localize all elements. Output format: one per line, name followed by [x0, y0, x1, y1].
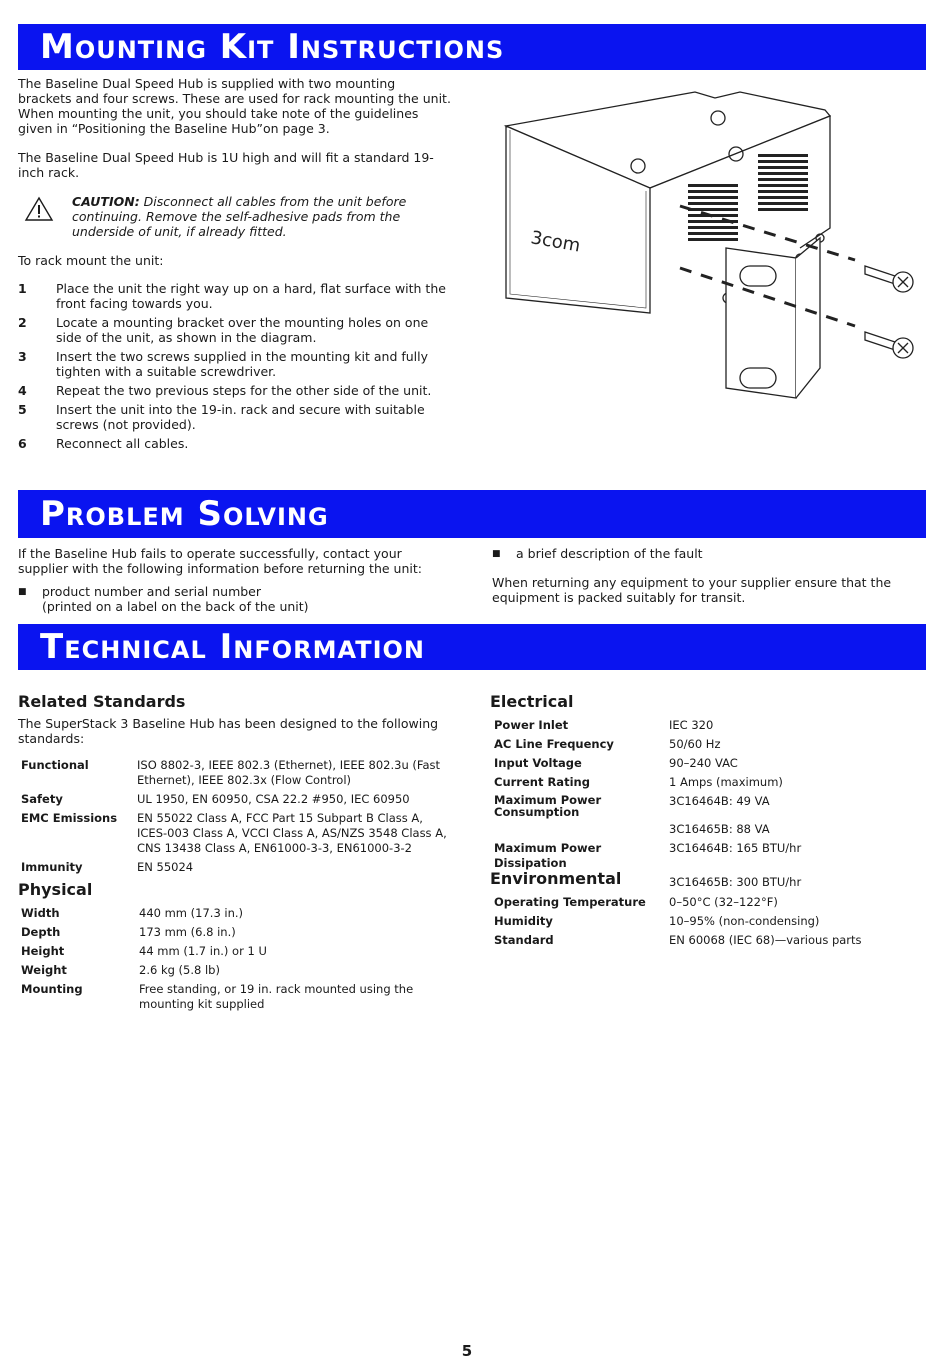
- step-item: [18, 383, 452, 398]
- table-row: [494, 775, 914, 794]
- step-text: Repeat the two previous steps for the other side of the unit.: [56, 383, 432, 398]
- electrical-heading: Electrical: [490, 692, 574, 711]
- table-row: [494, 822, 914, 841]
- table-value: 3C16464B: 165 BTU/hr: [669, 841, 802, 855]
- table-row: [21, 925, 451, 944]
- section-banner-problem: [18, 490, 926, 538]
- environmental-table: [494, 895, 914, 952]
- table-row: [21, 792, 451, 811]
- step-text: Insert the two screws supplied in the mounting kit and fully tighten with a suitable screwdriver.: [56, 349, 429, 379]
- table-value: ISO 8802-3, IEEE 802.3 (Ethernet), IEEE 802.3u (Fast Ethernet), IEEE 802.3x (Flow Control): [137, 758, 440, 787]
- table-key: Maximum Power Consumption: [494, 793, 602, 819]
- table-key: Power Inlet: [494, 718, 569, 732]
- step-text: Locate a mounting bracket over the mounting holes on one side of the unit, as shown in the diagram.: [56, 315, 429, 345]
- table-key: Input Voltage: [494, 756, 582, 770]
- table-key: Safety: [21, 792, 63, 806]
- mounting-lead: To rack mount the unit:: [18, 253, 164, 268]
- step-text: Place the unit the right way up on a hard, flat surface with the front facing towards you.: [56, 281, 446, 311]
- step-number: 2: [18, 315, 27, 330]
- table-row: [494, 794, 914, 822]
- table-key: Standard: [494, 933, 554, 947]
- table-key: Height: [21, 944, 65, 958]
- table-key: Immunity: [21, 860, 83, 874]
- table-row: [21, 811, 451, 860]
- problem-returning: When returning any equipment to your supplier ensure that the equipment is packed suitably for transit.: [492, 575, 892, 605]
- table-row: [494, 895, 914, 914]
- table-row: [494, 718, 914, 737]
- table-row: [494, 756, 914, 775]
- mounting-intro-2: The Baseline Dual Speed Hub is 1U high and will fit a standard 19-inch rack.: [18, 150, 434, 180]
- table-key: EMC Emissions: [21, 811, 118, 825]
- mounting-intro-1: The Baseline Dual Speed Hub is supplied with two mounting brackets and four screws. These are used for rack mounting the unit. When mounting the unit, you should take note of the guidelines given in “Positioning the Baseline Hub”on page 3.: [18, 76, 451, 136]
- caution-note: [72, 194, 456, 239]
- table-value: 0–50°C (32–122°F): [669, 895, 778, 909]
- step-item: [18, 281, 452, 311]
- step-item: [18, 402, 452, 432]
- mounting-steps: [18, 281, 452, 455]
- physical-table: [21, 906, 451, 1016]
- table-key: Depth: [21, 925, 61, 939]
- table-value: 10–95% (non-condensing): [669, 914, 820, 928]
- table-value: 1 Amps (maximum): [669, 775, 783, 789]
- bullet-text: product number and serial number: [42, 584, 262, 599]
- table-key: Mounting: [21, 982, 83, 996]
- table-value: 3C16465B: 88 VA: [669, 822, 770, 836]
- step-text: Reconnect all cables.: [56, 436, 189, 451]
- table-value: 3C16464B: 49 VA: [669, 794, 770, 808]
- table-value: 90–240 VAC: [669, 756, 738, 770]
- caution-icon: [24, 196, 54, 222]
- table-key: Functional: [21, 758, 89, 772]
- table-value: 2.6 kg (5.8 lb): [139, 963, 220, 977]
- table-value: EN 55024: [137, 860, 194, 874]
- environmental-heading: Environmental: [490, 869, 622, 888]
- table-key: Current Rating: [494, 775, 590, 789]
- related-standards-heading: Related Standards: [18, 692, 186, 711]
- table-key: [494, 822, 669, 841]
- bullet-text: a brief description of the fault: [516, 546, 703, 561]
- section-title-technical: Technical Information: [40, 627, 426, 667]
- table-key: Weight: [21, 963, 67, 977]
- table-key: Operating Temperature: [494, 895, 646, 909]
- table-row: [21, 944, 451, 963]
- caution-text: Disconnect all cables from the unit before continuing. Remove the self-adhesive pads from the underside of unit, if already fitted.: [72, 194, 407, 239]
- bullet-icon: ■: [492, 549, 501, 559]
- 3com-logo: 3com: [529, 227, 582, 257]
- list-item: [18, 584, 452, 614]
- bullet-text: (printed on a label on the back of the unit): [42, 599, 309, 614]
- table-key: Maximum Power Dissipation: [494, 841, 602, 870]
- step-number: 1: [18, 281, 27, 296]
- table-value: 50/60 Hz: [669, 737, 721, 751]
- caution-label: CAUTION:: [72, 194, 140, 209]
- step-number: 5: [18, 402, 27, 417]
- table-row: [21, 982, 451, 1016]
- step-number: 6: [18, 436, 27, 451]
- related-standards-intro: The SuperStack 3 Baseline Hub has been designed to the following standards:: [18, 716, 439, 746]
- list-item: [492, 546, 912, 562]
- table-key: AC Line Frequency: [494, 737, 614, 751]
- related-standards-table: [21, 758, 451, 879]
- table-row: [494, 933, 914, 952]
- bullet-icon: ■: [18, 587, 27, 597]
- section-title-mounting: Mounting Kit Instructions: [40, 27, 505, 67]
- table-key: Humidity: [494, 914, 553, 928]
- table-row: [21, 906, 451, 925]
- table-value: 173 mm (6.8 in.): [139, 925, 236, 939]
- table-row: [21, 860, 451, 879]
- page-number: 5: [461, 1342, 473, 1360]
- table-value: 440 mm (17.3 in.): [139, 906, 244, 920]
- table-row: [494, 914, 914, 933]
- electrical-table: [494, 718, 914, 894]
- physical-heading: Physical: [18, 880, 93, 899]
- table-row: [21, 963, 451, 982]
- table-value: Free standing, or 19 in. rack mounted using the mounting kit supplied: [139, 982, 414, 1011]
- problem-intro: If the Baseline Hub fails to operate successfully, contact your supplier with the following information before returning the unit:: [18, 546, 422, 576]
- step-number: 3: [18, 349, 27, 364]
- step-item: [18, 315, 452, 345]
- table-row: [21, 758, 451, 792]
- table-value: EN 55022 Class A, FCC Part 15 Subpart B Class A, ICES-003 Class A, VCCI Class A, AS/NZS 3548 Class A, CNS 13438 Class A, EN61000-3-3, EN61000-3-2: [137, 811, 447, 855]
- step-item: [18, 349, 452, 379]
- table-value: UL 1950, EN 60950, CSA 22.2 #950, IEC 60950: [137, 792, 410, 806]
- table-key: Width: [21, 906, 60, 920]
- section-title-problem: Problem Solving: [40, 494, 329, 534]
- step-number: 4: [18, 383, 27, 398]
- table-value: 3C16465B: 300 BTU/hr: [669, 875, 802, 889]
- step-text: Insert the unit into the 19-in. rack and secure with suitable screws (not provided).: [56, 402, 425, 432]
- section-banner-technical: [18, 624, 926, 670]
- step-item: [18, 436, 452, 451]
- table-value: IEC 320: [669, 718, 714, 732]
- section-banner-mounting: [18, 24, 926, 70]
- rack-mount-diagram: [500, 88, 920, 408]
- table-row: [494, 737, 914, 756]
- table-value: 44 mm (1.7 in.) or 1 U: [139, 944, 267, 958]
- table-value: EN 60068 (IEC 68)—various parts: [669, 933, 862, 947]
